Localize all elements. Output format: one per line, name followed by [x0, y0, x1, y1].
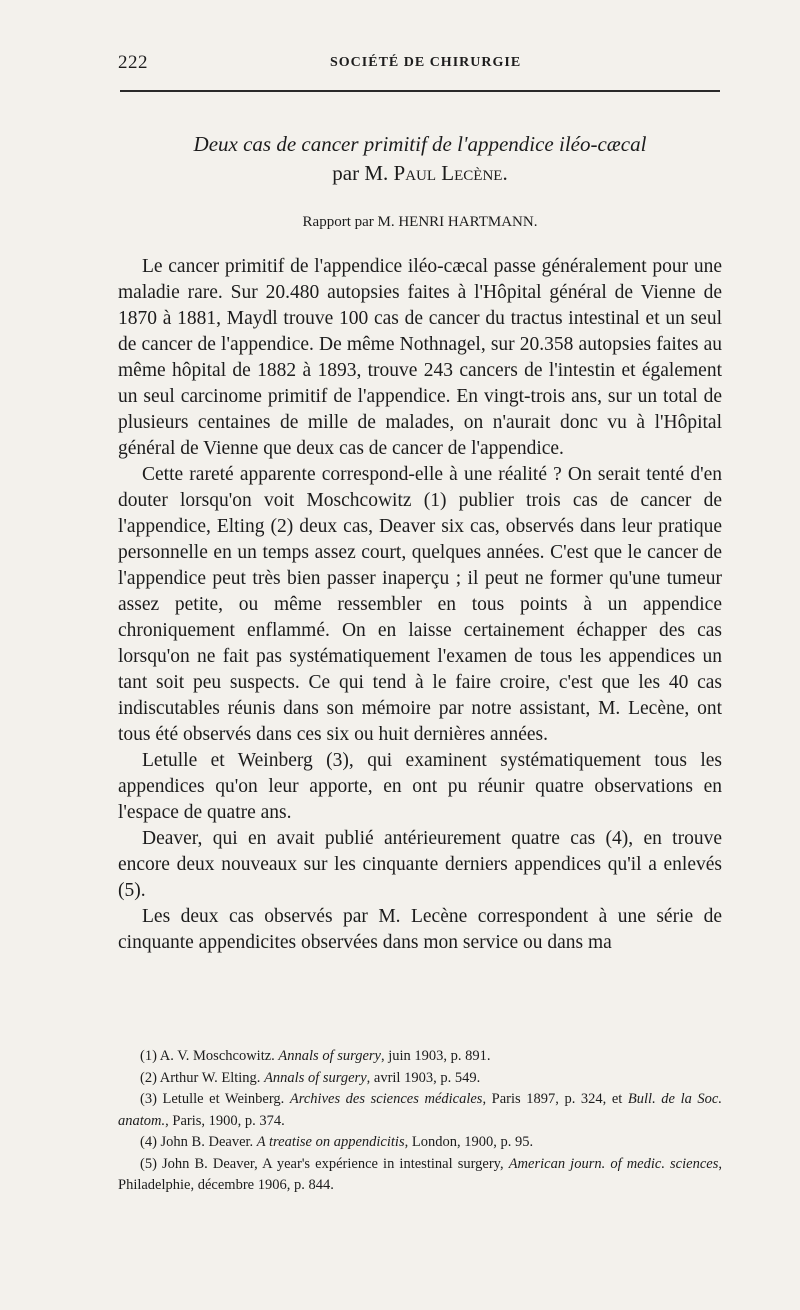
footnote-text: , Paris 1897, p. 324, et — [482, 1091, 628, 1107]
footnote — [118, 1068, 722, 1090]
article-title: Deux cas de cancer primitif de l'appendice iléo-cæcal — [193, 132, 647, 156]
footnote-journal: Annals of surgery — [278, 1048, 381, 1064]
footnote-text: (4) John B. Deaver. — [140, 1134, 257, 1150]
footnote-text: , Philadelphie, décembre 1906, p. 844. — [118, 1155, 722, 1193]
rapport-line: Rapport par M. HENRI HARTMANN. — [302, 214, 538, 230]
author-name: Paul Lecène. — [393, 161, 508, 185]
footnote-text: , London, 1900, p. 95. — [404, 1134, 534, 1150]
footnote-journal: Bull. de la Soc. anatom. — [118, 1091, 722, 1129]
footnote-text: (2) Arthur W. Elting. — [140, 1069, 265, 1086]
paragraph: Cette rareté apparente correspond-elle à une réalité ? On serait tenté d'en douter lorsqu'on voit Moschcowitz (1) publier trois cas de cancer de l'appendice, Elting (2) deux cas, Deaver six cas, observés dans leur pratique personnelle en un temps assez court, quelques années. C'est que le cancer de l'appendice peut très bien passer inaperçu ; il peut ne former qu'une tumeur assez petite, ou même ressembler en tous points à un appendice chroniquement enflammé. On en laisse certainement échapper des cas lorsqu'on ne fait pas systématiquement l'examen de tous les appendices un tant soit peu suspects. Ce qui tend à le faire croire, c'est que les 40 cas indiscutables réunis dans son mémoire par notre assistant, M. Lecène, ont tous été observés dans ces six ou huit dernières années. — [118, 464, 722, 745]
footnotes — [118, 1046, 722, 1197]
article-body — [118, 254, 722, 956]
footnote-text: , Paris, 1900, p. 374. — [165, 1112, 285, 1129]
paragraph: Les deux cas observés par M. Lecène correspondent à une série de cinquante appendicites observées dans mon service ou dans ma — [118, 906, 722, 953]
paragraph: Deaver, qui en avait publié antérieurement quatre cas (4), en trouve encore deux nouveaux sur les cinquante derniers appendices qu'il a enlevés (5). — [118, 828, 722, 901]
author-prefix: par M. — [332, 161, 389, 185]
footnote-journal: Archives des sciences médicales — [289, 1091, 483, 1107]
footnote-text: , juin 1903, p. 891. — [381, 1048, 491, 1064]
paragraph: Letulle et Weinberg (3), qui examinent systématiquement tous les appendices qu'on leur apporte, en ont pu réunir quatre observations en l'espace de quatre ans. — [118, 750, 722, 823]
paragraph: Le cancer primitif de l'appendice iléo-cæcal passe généralement pour une maladie rare. Sur 20.480 autopsies faites à l'Hôpital général de Vienne de 1870 à 1881, Maydl trouve 100 cas de cancer du tractus intestinal et un seul de cancer de l'appendice. De même Nothnagel, sur 20.358 autopsies faites au même hôpital de 1882 à 1893, trouve 243 cancers de l'intestin et également un seul carcinome primitif de l'appendice. En vingt-trois ans, sur un total de plusieurs centaines de mille de malades, on n'aurait donc vu à l'Hôpital général de Vienne que deux cas de cancer de l'appendice. — [118, 256, 722, 459]
page-number: 222 — [118, 52, 148, 73]
page — [118, 0, 726, 1310]
footnote-text: (3) Letulle et Weinberg. — [140, 1091, 290, 1107]
footnote — [118, 1154, 722, 1197]
page-header — [118, 52, 722, 76]
footnote-text: , avril 1903, p. 549. — [366, 1069, 481, 1086]
footnote-journal: Annals of surgery — [264, 1069, 367, 1086]
article-heading — [118, 130, 722, 246]
footnote — [118, 1132, 722, 1154]
footnote-journal: American journ. of medic. sciences — [508, 1155, 719, 1172]
footnote-journal: A treatise on appendicitis — [256, 1134, 405, 1150]
running-head: SOCIÉTÉ DE CHIRURGIE — [330, 55, 522, 70]
footnote-text: (5) John B. Deaver, A year's expérience in intestinal surgery, — [140, 1155, 509, 1172]
header-rule — [120, 90, 720, 92]
footnote — [118, 1046, 722, 1068]
footnote — [118, 1089, 722, 1132]
article-author — [118, 159, 722, 188]
footnote-text: (1) A. V. Moschcowitz. — [140, 1048, 279, 1064]
